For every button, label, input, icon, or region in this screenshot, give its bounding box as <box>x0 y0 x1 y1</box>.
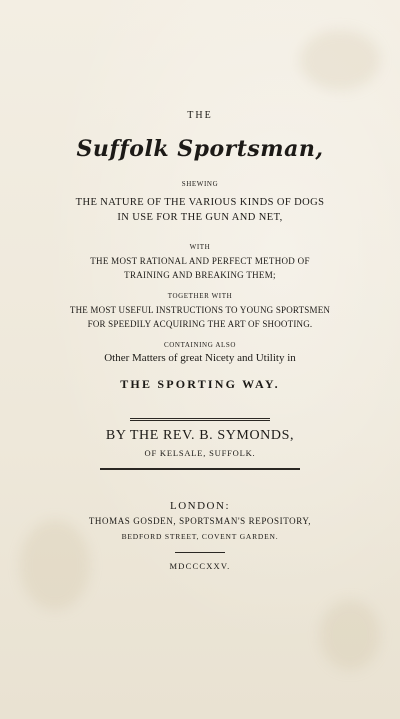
nature-line-2: IN USE FOR THE GUN AND NET, <box>117 212 283 223</box>
instructions-line-1: THE MOST USEFUL INSTRUCTIONS TO YOUNG SPORTSMEN <box>69 305 331 315</box>
containing-also-label: CONTAINING ALSO <box>163 341 237 349</box>
nature-line-1: THE NATURE OF THE VARIOUS KINDS OF DOGS <box>75 197 325 208</box>
publisher-line: THOMAS GOSDEN, SPORTSMAN'S REPOSITORY, <box>88 516 312 526</box>
method-line-2: TRAINING AND BREAKING THEM; <box>124 270 276 280</box>
sporting-way-line: THE SPORTING WAY. <box>120 377 280 391</box>
instructions-line-2: FOR SPEEDILY ACQUIRING THE ART OF SHOOTING. <box>87 319 313 329</box>
method-line-1: THE MOST RATIONAL AND PERFECT METHOD OF <box>90 256 310 266</box>
other-matters-line: Other Matters of great Nicety and Utility in <box>104 352 296 364</box>
divider-rule-3 <box>175 552 225 553</box>
divider-rule-2 <box>100 468 300 470</box>
city-line: LONDON: <box>170 500 230 512</box>
with-label: WITH <box>189 243 211 251</box>
shewing-label: SHEWING <box>181 180 219 188</box>
together-with-label: TOGETHER WITH <box>167 292 233 300</box>
year-line: MDCCCXXV. <box>169 561 231 571</box>
book-title: Suffolk Sportsman, <box>76 136 324 162</box>
the-label: THE <box>187 110 213 121</box>
author-place-line: OF KELSALE, SUFFOLK. <box>144 448 256 458</box>
address-line: BEDFORD STREET, COVENT GARDEN. <box>121 532 279 541</box>
author-line: BY THE REV. B. SYMONDS, <box>105 428 295 443</box>
divider-rule-1 <box>130 418 270 421</box>
